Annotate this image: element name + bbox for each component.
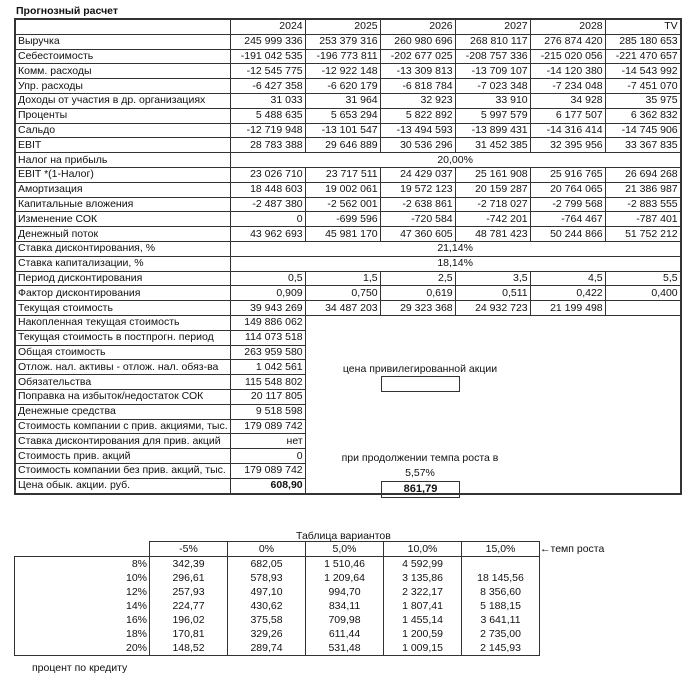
value-cell[interactable]: 20 159 287 bbox=[455, 182, 530, 197]
summary-value-cell[interactable]: 263 959 580 bbox=[230, 345, 305, 360]
empty-cell bbox=[380, 330, 455, 345]
forecast-table bbox=[14, 18, 682, 495]
empty-cell bbox=[455, 478, 530, 493]
variant-value-cell[interactable]: 682,05 bbox=[228, 557, 306, 572]
growth-rate-header-cell: -5% bbox=[150, 542, 228, 557]
value-cell[interactable]: 4,5 bbox=[530, 271, 605, 286]
value-cell[interactable]: 3,5 bbox=[455, 271, 530, 286]
variants-row bbox=[15, 627, 540, 641]
empty-cell bbox=[530, 419, 605, 434]
variant-value-cell[interactable] bbox=[462, 557, 540, 572]
value-cell[interactable]: -13 709 107 bbox=[455, 64, 530, 79]
variant-value-cell[interactable]: 2 735,00 bbox=[462, 627, 540, 641]
table-row bbox=[15, 138, 681, 153]
empty-cell bbox=[305, 345, 380, 360]
value-cell[interactable]: 26 694 268 bbox=[605, 167, 681, 182]
table-row bbox=[15, 182, 681, 197]
empty-cell bbox=[455, 434, 530, 449]
row-label: Налог на прибыль bbox=[15, 153, 230, 168]
value-cell[interactable]: 32 395 956 bbox=[530, 138, 605, 153]
growth-share-price-cell[interactable]: 861,79 bbox=[381, 481, 460, 498]
growth-rate-header-cell: 15,0% bbox=[462, 542, 540, 557]
summary-row bbox=[15, 389, 681, 404]
row-label: EBIT bbox=[15, 138, 230, 153]
variant-value-cell[interactable]: 3 135,86 bbox=[384, 571, 462, 585]
sheet-title: Прогнозный расчет bbox=[16, 5, 119, 17]
row-label: Изменение СОК bbox=[15, 212, 230, 227]
empty-cell bbox=[305, 434, 380, 449]
empty-cell bbox=[530, 404, 605, 419]
value-cell[interactable]: 47 360 605 bbox=[380, 227, 455, 242]
empty-cell bbox=[305, 404, 380, 419]
variant-value-cell[interactable]: 1 200,59 bbox=[384, 627, 462, 641]
row-label: Себестоимость bbox=[15, 49, 230, 64]
summary-value-cell[interactable]: 179 089 742 bbox=[230, 419, 305, 434]
summary-label: Стоимость прив. акций bbox=[15, 449, 230, 464]
merged-value-cell[interactable]: 21,14% bbox=[230, 241, 681, 256]
summary-value-cell[interactable]: 1 042 561 bbox=[230, 360, 305, 375]
summary-row bbox=[15, 315, 681, 330]
variant-value-cell[interactable]: 4 592,99 bbox=[384, 557, 462, 572]
summary-label: Цена обык. акции. руб. bbox=[15, 478, 230, 493]
summary-row bbox=[15, 345, 681, 360]
table-row bbox=[15, 153, 681, 168]
summary-label: Стоимость компании с прив. акциями, тыс. bbox=[15, 419, 230, 434]
table-row bbox=[15, 197, 681, 212]
value-cell[interactable]: -12 719 948 bbox=[230, 123, 305, 138]
year-header-cell: 2028 bbox=[530, 19, 605, 34]
variant-value-cell[interactable]: 3 641,11 bbox=[462, 613, 540, 627]
table-row bbox=[15, 108, 681, 123]
empty-cell bbox=[530, 449, 605, 464]
variant-value-cell[interactable]: 430,62 bbox=[228, 599, 306, 613]
value-cell[interactable]: 39 943 269 bbox=[230, 301, 305, 316]
variant-value-cell[interactable]: 18 145,56 bbox=[462, 571, 540, 585]
value-cell[interactable]: 51 752 212 bbox=[605, 227, 681, 242]
empty-cell bbox=[530, 434, 605, 449]
value-cell[interactable]: -742 201 bbox=[455, 212, 530, 227]
growth-continuation-label: при продолжении темпа роста в bbox=[341, 452, 499, 464]
row-label: Амортизация bbox=[15, 182, 230, 197]
growth-rate-axis-label: ←темп роста bbox=[540, 543, 605, 555]
value-cell[interactable]: 0,5 bbox=[230, 271, 305, 286]
value-cell[interactable]: 45 981 170 bbox=[305, 227, 380, 242]
growth-rate-header-cell: 10,0% bbox=[384, 542, 462, 557]
row-label: Денежный поток bbox=[15, 227, 230, 242]
table-row bbox=[15, 256, 681, 271]
preferred-share-price-cell[interactable] bbox=[381, 376, 460, 392]
variant-value-cell[interactable]: 1 009,15 bbox=[384, 641, 462, 656]
variant-value-cell[interactable]: 196,02 bbox=[150, 613, 228, 627]
value-cell[interactable]: 0,422 bbox=[530, 286, 605, 301]
value-cell[interactable]: 24 932 723 bbox=[455, 301, 530, 316]
value-cell[interactable]: 20 764 065 bbox=[530, 182, 605, 197]
value-cell[interactable]: -7 451 070 bbox=[605, 79, 681, 94]
row-label: Упр. расходы bbox=[15, 79, 230, 94]
value-cell[interactable]: 5 997 579 bbox=[455, 108, 530, 123]
row-label: Ставка капитализации, % bbox=[15, 256, 230, 271]
table-row bbox=[15, 301, 681, 316]
empty-cell bbox=[305, 419, 380, 434]
summary-value-cell[interactable]: нет bbox=[230, 434, 305, 449]
table-row bbox=[15, 227, 681, 242]
value-cell[interactable]: -720 584 bbox=[380, 212, 455, 227]
empty-cell bbox=[380, 345, 455, 360]
value-cell[interactable]: 34 928 bbox=[530, 93, 605, 108]
value-cell[interactable]: -215 020 056 bbox=[530, 49, 605, 64]
value-cell[interactable]: -2 562 001 bbox=[305, 197, 380, 212]
merged-value-cell[interactable]: 18,14% bbox=[230, 256, 681, 271]
value-cell[interactable]: 29 646 889 bbox=[305, 138, 380, 153]
row-label: Проценты bbox=[15, 108, 230, 123]
year-header-cell: TV bbox=[605, 19, 681, 34]
value-cell[interactable]: 5 653 294 bbox=[305, 108, 380, 123]
table-row bbox=[15, 212, 681, 227]
value-cell[interactable]: 245 999 336 bbox=[230, 34, 305, 49]
variant-value-cell[interactable]: 342,39 bbox=[150, 557, 228, 572]
variant-value-cell[interactable]: 257,93 bbox=[150, 585, 228, 599]
empty-cell bbox=[455, 404, 530, 419]
value-cell[interactable]: 30 536 296 bbox=[380, 138, 455, 153]
header-corner-cell bbox=[15, 19, 230, 34]
table-row bbox=[15, 34, 681, 49]
value-cell[interactable]: 6 362 832 bbox=[605, 108, 681, 123]
value-cell[interactable]: 31 452 385 bbox=[455, 138, 530, 153]
variant-value-cell[interactable]: 531,48 bbox=[306, 641, 384, 656]
year-header-cell: 2027 bbox=[455, 19, 530, 34]
empty-cell bbox=[605, 360, 681, 375]
variant-value-cell[interactable]: 8 356,60 bbox=[462, 585, 540, 599]
variants-row bbox=[15, 599, 540, 613]
summary-value-cell[interactable]: 149 886 062 bbox=[230, 315, 305, 330]
year-header-cell: 2026 bbox=[380, 19, 455, 34]
empty-cell bbox=[455, 375, 530, 390]
table-row bbox=[15, 241, 681, 256]
growth-rate-header-cell: 5,0% bbox=[306, 542, 384, 557]
value-cell[interactable]: 25 161 908 bbox=[455, 167, 530, 182]
empty-cell bbox=[305, 478, 380, 493]
value-cell[interactable] bbox=[605, 301, 681, 316]
value-cell[interactable]: 24 429 037 bbox=[380, 167, 455, 182]
summary-label: Стоимость компании без прив. акций, тыс. bbox=[15, 463, 230, 478]
summary-value-cell[interactable]: 114 073 518 bbox=[230, 330, 305, 345]
value-cell[interactable]: 0,909 bbox=[230, 286, 305, 301]
empty-cell bbox=[305, 375, 380, 390]
value-cell[interactable]: 33 367 835 bbox=[605, 138, 681, 153]
empty-cell bbox=[605, 463, 681, 478]
value-cell[interactable]: -14 316 414 bbox=[530, 123, 605, 138]
value-cell[interactable]: 18 448 603 bbox=[230, 182, 305, 197]
year-header-cell: 2025 bbox=[305, 19, 380, 34]
value-cell[interactable]: 0,511 bbox=[455, 286, 530, 301]
empty-cell bbox=[605, 404, 681, 419]
credit-rate-cell: 16% bbox=[15, 613, 150, 627]
value-cell[interactable]: -699 596 bbox=[305, 212, 380, 227]
value-cell[interactable]: -14 745 906 bbox=[605, 123, 681, 138]
empty-cell bbox=[605, 419, 681, 434]
variants-corner-cell bbox=[15, 542, 150, 557]
value-cell[interactable]: -2 487 380 bbox=[230, 197, 305, 212]
empty-cell bbox=[380, 434, 455, 449]
value-cell[interactable]: -6 620 179 bbox=[305, 79, 380, 94]
variant-value-cell[interactable]: 224,77 bbox=[150, 599, 228, 613]
merged-value-cell[interactable]: 20,00% bbox=[230, 153, 681, 168]
value-cell[interactable]: 285 180 653 bbox=[605, 34, 681, 49]
value-cell[interactable]: -787 401 bbox=[605, 212, 681, 227]
value-cell[interactable]: -7 234 048 bbox=[530, 79, 605, 94]
summary-value-cell[interactable]: 0 bbox=[230, 449, 305, 464]
summary-label: Ставка дисконтирования для прив. акций bbox=[15, 434, 230, 449]
credit-rate-axis-label: процент по кредиту bbox=[32, 662, 128, 674]
variants-table bbox=[14, 541, 540, 656]
variant-value-cell[interactable]: 2 145,93 bbox=[462, 641, 540, 656]
summary-row bbox=[15, 478, 681, 493]
value-cell[interactable]: -208 757 336 bbox=[455, 49, 530, 64]
value-cell[interactable]: 43 962 693 bbox=[230, 227, 305, 242]
variant-value-cell[interactable]: 497,10 bbox=[228, 585, 306, 599]
value-cell[interactable]: 0,400 bbox=[605, 286, 681, 301]
variant-value-cell[interactable]: 1 209,64 bbox=[306, 571, 384, 585]
value-cell[interactable]: -2 799 568 bbox=[530, 197, 605, 212]
row-label: Выручка bbox=[15, 34, 230, 49]
empty-cell bbox=[380, 419, 455, 434]
variant-value-cell[interactable]: 1 807,41 bbox=[384, 599, 462, 613]
empty-cell bbox=[455, 345, 530, 360]
table-row bbox=[15, 79, 681, 94]
summary-value-cell[interactable]: 179 089 742 bbox=[230, 463, 305, 478]
variant-value-cell[interactable]: 148,52 bbox=[150, 641, 228, 656]
empty-cell bbox=[530, 463, 605, 478]
empty-cell bbox=[380, 404, 455, 419]
value-cell[interactable]: 23 026 710 bbox=[230, 167, 305, 182]
variant-value-cell[interactable]: 289,74 bbox=[228, 641, 306, 656]
variant-value-cell[interactable]: 709,98 bbox=[306, 613, 384, 627]
value-cell[interactable]: -2 718 027 bbox=[455, 197, 530, 212]
empty-cell bbox=[455, 419, 530, 434]
variant-value-cell[interactable]: 994,70 bbox=[306, 585, 384, 599]
value-cell[interactable]: -14 120 380 bbox=[530, 64, 605, 79]
value-cell[interactable]: -196 773 811 bbox=[305, 49, 380, 64]
table-row bbox=[15, 286, 681, 301]
empty-cell bbox=[605, 345, 681, 360]
value-cell[interactable]: -2 883 555 bbox=[605, 197, 681, 212]
table-row bbox=[15, 271, 681, 286]
header-row bbox=[15, 19, 681, 34]
row-label: Текущая стоимость bbox=[15, 301, 230, 316]
summary-label: Поправка на избыток/недостаток СОК bbox=[15, 389, 230, 404]
value-cell[interactable]: 48 781 423 bbox=[455, 227, 530, 242]
value-cell[interactable]: 260 980 696 bbox=[380, 34, 455, 49]
value-cell[interactable]: 28 783 388 bbox=[230, 138, 305, 153]
table-row bbox=[15, 93, 681, 108]
value-cell[interactable]: -13 309 813 bbox=[380, 64, 455, 79]
empty-cell bbox=[530, 330, 605, 345]
variants-table-title: Таблица вариантов bbox=[296, 530, 391, 542]
variant-value-cell[interactable]: 611,44 bbox=[306, 627, 384, 641]
summary-row bbox=[15, 375, 681, 390]
value-cell[interactable]: 25 916 765 bbox=[530, 167, 605, 182]
variant-value-cell[interactable]: 578,93 bbox=[228, 571, 306, 585]
empty-cell bbox=[305, 315, 380, 330]
value-cell[interactable]: 33 910 bbox=[455, 93, 530, 108]
value-cell[interactable]: -6 427 358 bbox=[230, 79, 305, 94]
summary-value-cell[interactable]: 20 117 805 bbox=[230, 389, 305, 404]
growth-rate-value: 5,57% bbox=[405, 467, 435, 479]
row-label: Комм. расходы bbox=[15, 64, 230, 79]
variant-value-cell[interactable]: 2 322,17 bbox=[384, 585, 462, 599]
value-cell[interactable]: 253 379 316 bbox=[305, 34, 380, 49]
empty-cell bbox=[305, 389, 380, 404]
empty-cell bbox=[455, 389, 530, 404]
value-cell[interactable]: 29 323 368 bbox=[380, 301, 455, 316]
summary-row bbox=[15, 404, 681, 419]
empty-cell bbox=[605, 449, 681, 464]
variants-row bbox=[15, 641, 540, 656]
variant-value-cell[interactable]: 375,58 bbox=[228, 613, 306, 627]
value-cell[interactable]: 32 923 bbox=[380, 93, 455, 108]
empty-cell bbox=[605, 434, 681, 449]
value-cell[interactable]: 0,750 bbox=[305, 286, 380, 301]
summary-label: Общая стоимость bbox=[15, 345, 230, 360]
table-row bbox=[15, 64, 681, 79]
variant-value-cell[interactable]: 5 188,15 bbox=[462, 599, 540, 613]
row-label: Сальдо bbox=[15, 123, 230, 138]
empty-cell bbox=[305, 330, 380, 345]
variant-value-cell[interactable]: 1 510,46 bbox=[306, 557, 384, 572]
value-cell[interactable]: 19 002 061 bbox=[305, 182, 380, 197]
value-cell[interactable]: -14 543 992 bbox=[605, 64, 681, 79]
value-cell[interactable]: -2 638 861 bbox=[380, 197, 455, 212]
variant-value-cell[interactable]: 329,26 bbox=[228, 627, 306, 641]
summary-label: Денежные средства bbox=[15, 404, 230, 419]
variant-value-cell[interactable]: 1 455,14 bbox=[384, 613, 462, 627]
value-cell[interactable]: -13 899 431 bbox=[455, 123, 530, 138]
empty-cell bbox=[530, 389, 605, 404]
empty-cell bbox=[530, 315, 605, 330]
preferred-share-label: цена привилегированной акции bbox=[342, 363, 498, 375]
year-header-cell: 2024 bbox=[230, 19, 305, 34]
row-label: Капитальные вложения bbox=[15, 197, 230, 212]
empty-cell bbox=[530, 478, 605, 493]
table-row bbox=[15, 167, 681, 182]
credit-rate-cell: 14% bbox=[15, 599, 150, 613]
empty-cell bbox=[455, 315, 530, 330]
row-label: EBIT *(1-Налог) bbox=[15, 167, 230, 182]
value-cell[interactable]: 5 822 892 bbox=[380, 108, 455, 123]
growth-rate-header-cell: 0% bbox=[228, 542, 306, 557]
value-cell[interactable]: 21 199 498 bbox=[530, 301, 605, 316]
variants-row bbox=[15, 585, 540, 599]
summary-value-cell[interactable]: 608,90 bbox=[230, 478, 305, 493]
variants-row bbox=[15, 571, 540, 585]
variant-value-cell[interactable]: 296,61 bbox=[150, 571, 228, 585]
summary-row bbox=[15, 330, 681, 345]
summary-value-cell[interactable]: 115 548 802 bbox=[230, 375, 305, 390]
empty-cell bbox=[605, 478, 681, 493]
value-cell[interactable]: -12 545 775 bbox=[230, 64, 305, 79]
value-cell[interactable]: -6 818 784 bbox=[380, 79, 455, 94]
value-cell[interactable]: -221 470 657 bbox=[605, 49, 681, 64]
value-cell[interactable]: -13 494 593 bbox=[380, 123, 455, 138]
summary-row bbox=[15, 434, 681, 449]
empty-cell bbox=[380, 315, 455, 330]
value-cell[interactable]: 0,619 bbox=[380, 286, 455, 301]
table-row bbox=[15, 49, 681, 64]
summary-value-cell[interactable]: 9 518 598 bbox=[230, 404, 305, 419]
value-cell[interactable]: -202 677 025 bbox=[380, 49, 455, 64]
value-cell[interactable]: -191 042 535 bbox=[230, 49, 305, 64]
credit-rate-cell: 18% bbox=[15, 627, 150, 641]
row-label: Фактор дисконтирования bbox=[15, 286, 230, 301]
value-cell[interactable]: 268 810 117 bbox=[455, 34, 530, 49]
empty-cell bbox=[605, 330, 681, 345]
value-cell[interactable]: 6 177 507 bbox=[530, 108, 605, 123]
empty-cell bbox=[530, 360, 605, 375]
value-cell[interactable]: 0 bbox=[230, 212, 305, 227]
value-cell[interactable]: -12 922 148 bbox=[305, 64, 380, 79]
empty-cell bbox=[530, 375, 605, 390]
value-cell[interactable]: -13 101 547 bbox=[305, 123, 380, 138]
value-cell[interactable]: 5,5 bbox=[605, 271, 681, 286]
variants-row bbox=[15, 557, 540, 572]
empty-cell bbox=[605, 375, 681, 390]
value-cell[interactable]: 19 572 123 bbox=[380, 182, 455, 197]
summary-label: Отлож. нал. активы - отлож. нал. обяз-ва bbox=[15, 360, 230, 375]
summary-label: Текущая стоимость в постпрогн. период bbox=[15, 330, 230, 345]
value-cell[interactable]: 31 033 bbox=[230, 93, 305, 108]
empty-cell bbox=[605, 389, 681, 404]
empty-cell bbox=[605, 315, 681, 330]
empty-cell bbox=[530, 345, 605, 360]
variant-value-cell[interactable]: 170,81 bbox=[150, 627, 228, 641]
summary-label: Накопленная текущая стоимость bbox=[15, 315, 230, 330]
value-cell[interactable]: -7 023 348 bbox=[455, 79, 530, 94]
value-cell[interactable]: 276 874 420 bbox=[530, 34, 605, 49]
row-label: Период дисконтирования bbox=[15, 271, 230, 286]
summary-row bbox=[15, 419, 681, 434]
value-cell[interactable]: 5 488 635 bbox=[230, 108, 305, 123]
value-cell[interactable]: 35 975 bbox=[605, 93, 681, 108]
value-cell[interactable]: 1,5 bbox=[305, 271, 380, 286]
value-cell[interactable]: -764 467 bbox=[530, 212, 605, 227]
summary-label: Обязательства bbox=[15, 375, 230, 390]
value-cell[interactable]: 34 487 203 bbox=[305, 301, 380, 316]
row-label: Доходы от участия в др. организациях bbox=[15, 93, 230, 108]
value-cell[interactable]: 2,5 bbox=[380, 271, 455, 286]
value-cell[interactable]: 50 244 866 bbox=[530, 227, 605, 242]
credit-rate-cell: 8% bbox=[15, 557, 150, 572]
table-row bbox=[15, 123, 681, 138]
variants-row bbox=[15, 613, 540, 627]
empty-cell bbox=[455, 330, 530, 345]
variant-value-cell[interactable]: 834,11 bbox=[306, 599, 384, 613]
credit-rate-cell: 20% bbox=[15, 641, 150, 656]
value-cell[interactable]: 23 717 511 bbox=[305, 167, 380, 182]
credit-rate-cell: 10% bbox=[15, 571, 150, 585]
variants-header-row bbox=[15, 542, 540, 557]
value-cell[interactable]: 31 964 bbox=[305, 93, 380, 108]
row-label: Ставка дисконтирования, % bbox=[15, 241, 230, 256]
credit-rate-cell: 12% bbox=[15, 585, 150, 599]
value-cell[interactable]: 21 386 987 bbox=[605, 182, 681, 197]
